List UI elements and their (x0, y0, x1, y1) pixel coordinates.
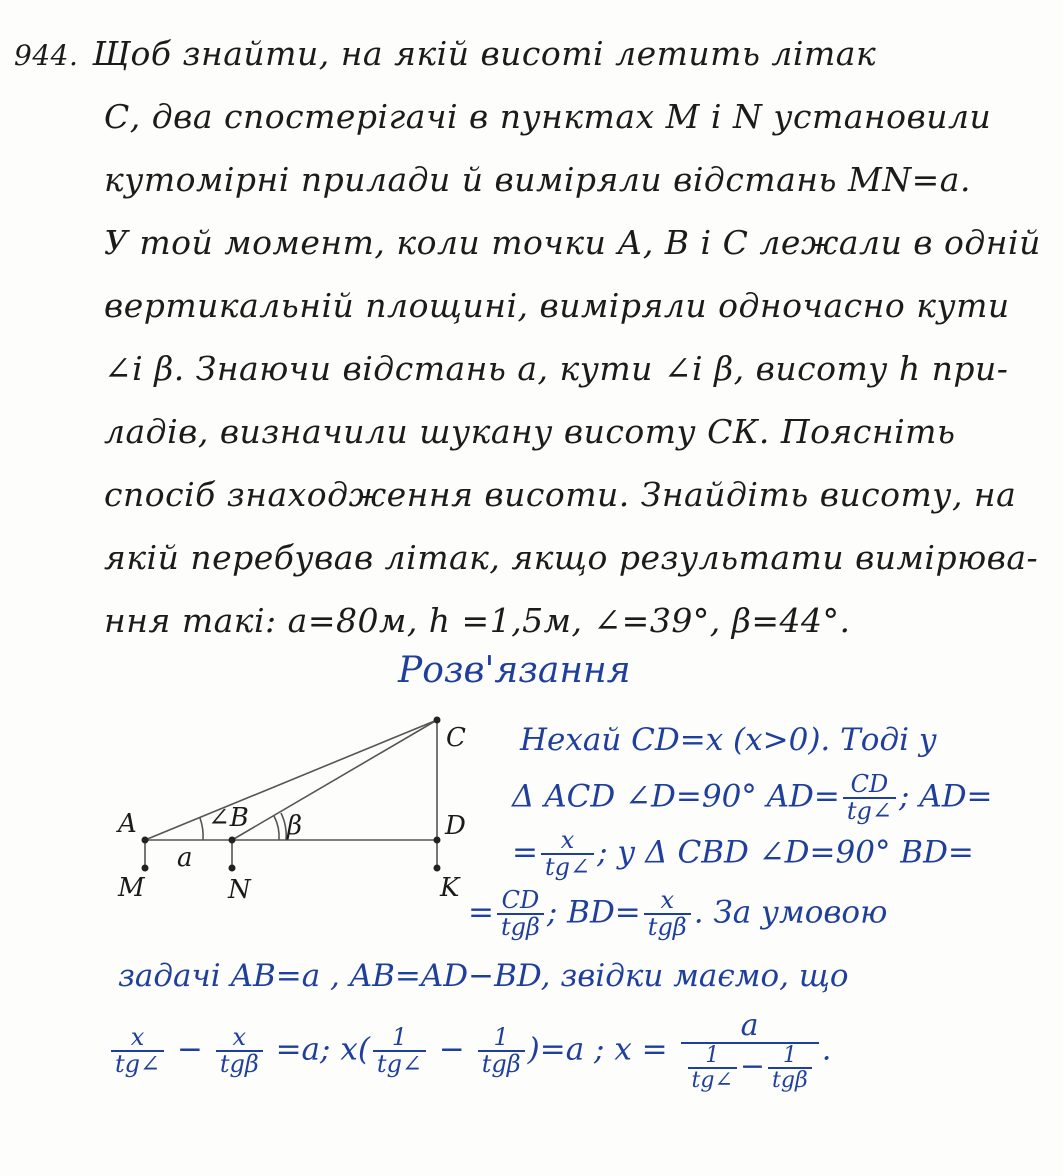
problem-line-2: С, два спостерігачі в пунктах М і N установили (104, 97, 992, 136)
solution-line-3: = $\frac{x}{tg\angle}$ ; у Δ CBD ∠D=90° BD= (512, 826, 974, 882)
point-D (434, 837, 441, 844)
line-BC (232, 720, 437, 840)
solution-title: Розв'язання (398, 650, 631, 691)
label-N: N (228, 875, 251, 905)
fraction-x-tga: $\frac{x}{tg\angle}$ (541, 828, 594, 880)
angle-beta-arc (274, 816, 279, 840)
fraction-x-tga-2: $\frac{x}{tg\angle}$ (111, 1025, 164, 1077)
angle-beta-arc-2 (281, 813, 286, 840)
label-K: K (440, 873, 460, 903)
problem-line-3: кутомірні прилади й виміряли відстань МN=a. (104, 160, 971, 199)
problem-line-8: спосіб знаходження висоти. Знайдіть висоту, на (104, 475, 1017, 514)
problem-line-5: вертикальній площині, виміряли одночасно кути (104, 286, 1010, 325)
solution-line-4: = $\frac{CD}{\text{tgβ}}$ ; BD= $\frac{x}{\text{tgβ}}$ . За умовою (468, 886, 888, 942)
solution-line-1: Нехай CD=x (x>0). Тоді у (520, 722, 937, 758)
problem-line-4: У той момент, коли точки А, В і С лежали в одній (104, 223, 1041, 262)
problem-line-7: ладів, визначили шукану висоту СК. Поясніть (104, 412, 956, 451)
problem-line-6: ∠і β. Знаючи відстань а, кути ∠і β, висоту h при- (104, 349, 1009, 388)
fraction-1-tgb: $\frac{1}{\text{tgβ}}$ (478, 1025, 525, 1077)
fraction-result-1-tgb: $\frac{1}{\text{tgβ}}$ (768, 1044, 812, 1092)
problem-line-1: 944. Щоб знайти, на якій висоті летить літак (14, 34, 877, 73)
label-beta: β (287, 811, 303, 841)
solution-line-6: $\frac{x}{tg\angle}$ − $\frac{x}{\text{tgβ}}$ =a; x( $\frac{1}{tg\angle}$ − $\frac{1}{\text{tgβ}}$ )=a ; x = a $\frac{1}{tg\angle}$ − $\frac{1}{\text{tgβ}}$ . (108, 1010, 832, 1092)
point-C (434, 717, 441, 724)
line-AC (145, 720, 437, 840)
label-B: ∠B (208, 803, 249, 833)
solution-line-5: задачі AB=a , AB=AD−BD, звідки маємо, що (118, 958, 849, 994)
problem-text (14, 22, 1054, 652)
label-M: M (118, 873, 145, 903)
point-B (229, 837, 236, 844)
label-A: A (118, 809, 137, 839)
fraction-result: a $\frac{1}{tg\angle}$ − $\frac{1}{\text{tgβ}}$ (681, 1010, 819, 1092)
fraction-result-1-tga: $\frac{1}{tg\angle}$ (688, 1044, 737, 1092)
point-A (142, 837, 149, 844)
fraction-CD-tga: $\frac{CD}{tg\angle}$ (843, 772, 896, 824)
point-N (229, 865, 236, 872)
problem-line-9: якій перебував літак, якщо результати вимірюва- (104, 538, 1039, 577)
label-D: D (445, 811, 466, 841)
problem-line-10: ння такі: а=80м, h =1,5м, ∠=39°, β=44°. (104, 601, 851, 640)
fraction-CD-tgb: $\frac{CD}{\text{tgβ}}$ (497, 888, 544, 940)
fraction-1-tga: $\frac{1}{tg\angle}$ (373, 1025, 426, 1077)
problem-number: 944. (14, 39, 79, 72)
point-K (434, 865, 441, 872)
label-a: a (177, 843, 193, 873)
angle-alpha-arc (200, 818, 203, 840)
fraction-x-tgb: $\frac{x}{\text{tgβ}}$ (644, 888, 691, 940)
solution-line-2: Δ ACD ∠D=90° AD= $\frac{CD}{tg\angle}$ ; AD= (512, 770, 993, 826)
label-C: C (446, 723, 466, 753)
fraction-x-tgb-2: $\frac{x}{\text{tgβ}}$ (216, 1025, 263, 1077)
point-M (142, 865, 149, 872)
